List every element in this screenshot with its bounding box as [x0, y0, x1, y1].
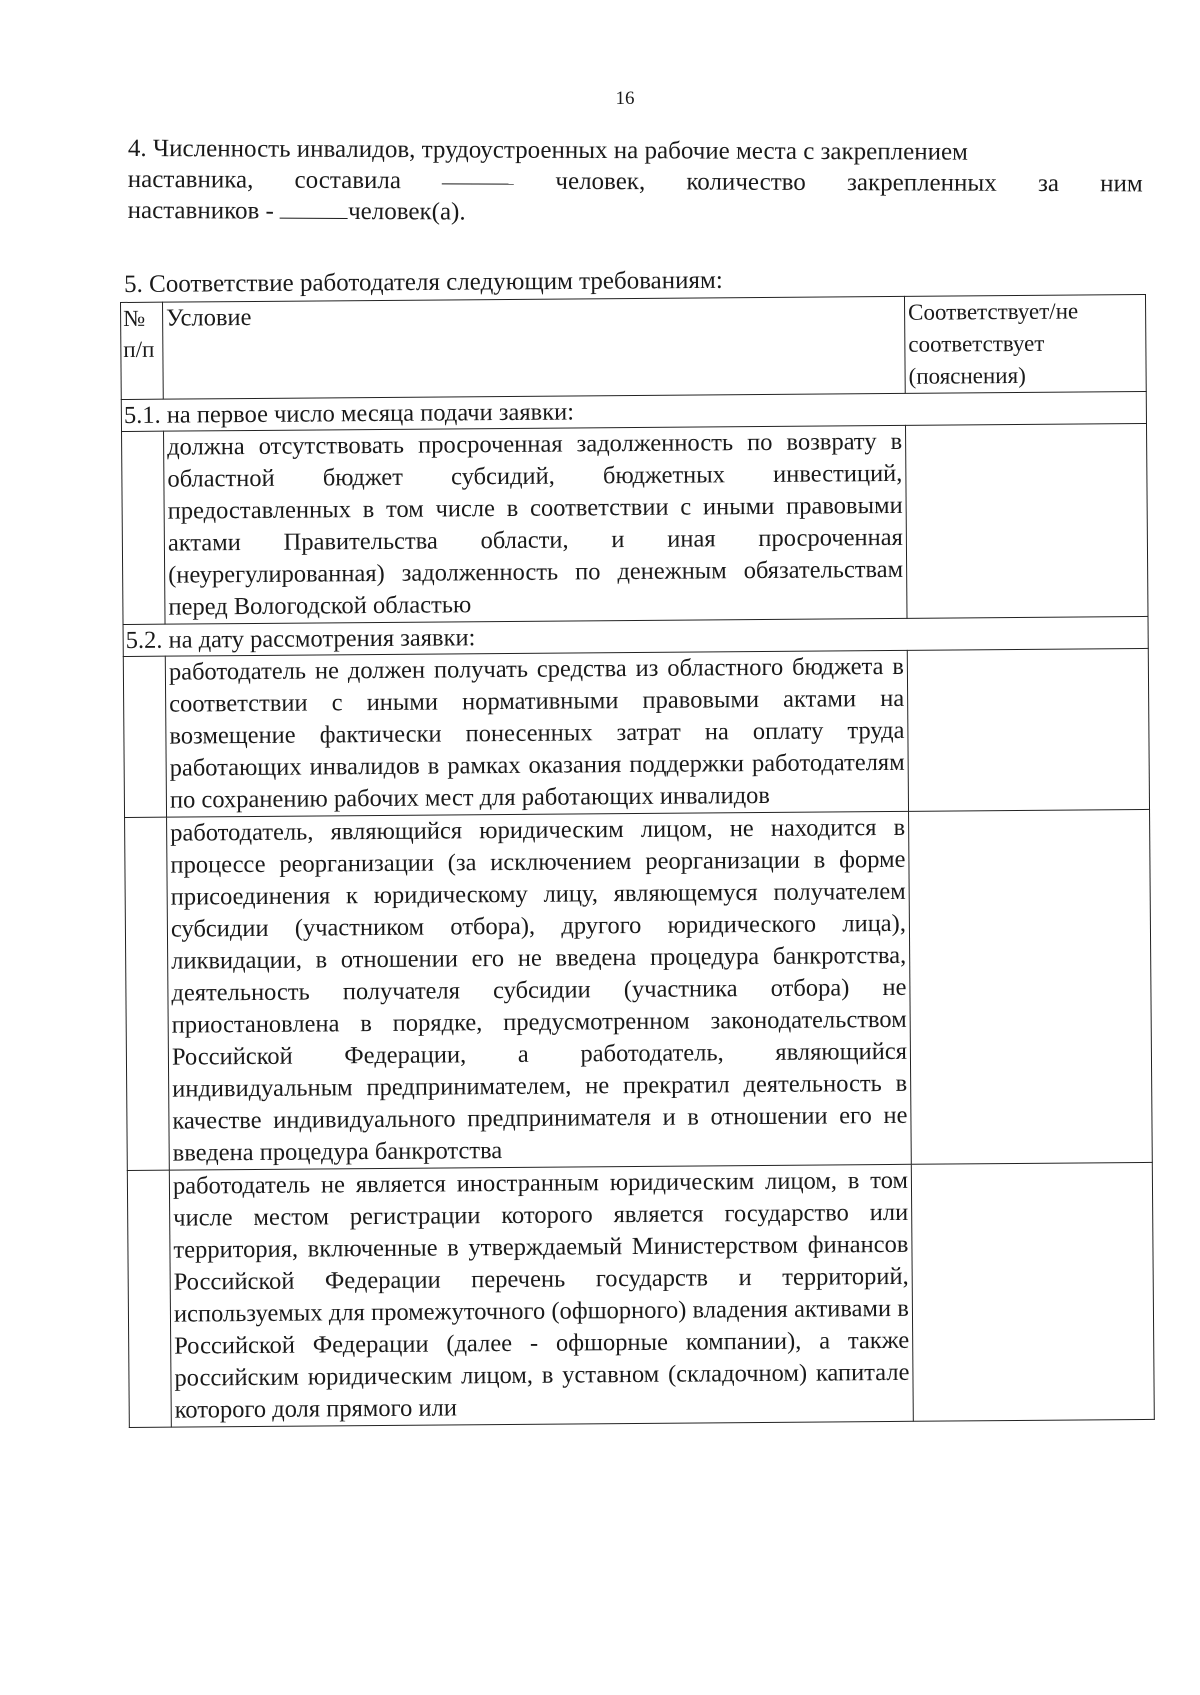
- header-number: № п/п: [121, 302, 164, 399]
- answer-cell[interactable]: [909, 809, 1153, 1164]
- condition-cell: работодатель не является иностранным юридическим лицом, в том числе местом регистрации которого является государство или территория, включенные в утверждаемый Министерством финансов Российской Федерации перечень государств и территорий, используемых для промежуточного (офшорного) владения активами в Российской Федерации (далее - офшорные компании), а также российским юридическим лицом, в уставном (складочном) капитале которого доля прямого или: [169, 1164, 913, 1427]
- row-number-cell: [123, 656, 166, 817]
- paragraph-4-line-2: [128, 164, 1143, 199]
- word: человек,: [555, 167, 646, 196]
- header-condition: Условие: [163, 296, 906, 399]
- word: закрепленных: [846, 169, 997, 197]
- word: количество: [686, 168, 806, 196]
- row-number-cell: [127, 1170, 171, 1427]
- table-row: [122, 423, 1148, 624]
- header-answer: Соответствует/не соответствует (пояснения): [904, 294, 1146, 393]
- table-row: [127, 1162, 1154, 1427]
- row-number-cell: [122, 431, 166, 624]
- mentors-count-blank[interactable]: [280, 200, 348, 219]
- section-label: 5.2. на дату рассмотрения заявки:: [123, 616, 1148, 656]
- word: за: [1037, 169, 1060, 198]
- answer-cell[interactable]: [907, 648, 1149, 811]
- word: ним: [1100, 170, 1143, 198]
- paragraph-4: [128, 133, 1143, 230]
- word: наставников -: [127, 196, 274, 225]
- table-row: [125, 809, 1153, 1170]
- condition-cell: работодатель не должен получать средства из областного бюджета в соответствии с иными нормативными правовыми актами на возмещение фактически понесенных затрат на оплату труда работающих инвалидов в рамках оказания поддержки работодателям по сохранению рабочих мест для работающих инвалидов: [165, 650, 908, 817]
- requirements-table-wrapper: [120, 294, 1154, 1428]
- requirements-table: [120, 294, 1155, 1428]
- word: наставника,: [127, 165, 254, 194]
- mentees-count-blank[interactable]: [442, 165, 514, 184]
- condition-cell: работодатель, являющийся юридическим лицом, не находится в процессе реорганизации (за исключением реорганизации в форме присоединения к юридическому лицу, являющемуся получателем субсидии (участником отбора), другого юридического лица), ликвидации, в отношении его не введена процедура банкротства, деятельность получателя субсидии (участника отбора) не приостановлена в порядке, предусмотренном законодательством Российской Федерации, а работодатель, являющийся индивидуальным предпринимателем, не прекратил деятельность в качестве индивидуального предпринимателя и в отношении его не введена процедура банкротства: [167, 811, 912, 1170]
- table-row: [123, 648, 1149, 817]
- condition-cell: должна отсутствовать просроченная задолженность по возврату в областной бюджет субсидий, бюджетных инвестиций, предоставленных в том числе в соответствии с иными правовыми актами Правительства области, и иная просроченная (неурегулированная) задолженность по денежным обязательствам перед Вологодской областью: [164, 425, 907, 624]
- section-5-title: 5. Соответствие работодателя следующим требованиям:: [124, 266, 723, 298]
- row-number-cell: [125, 817, 170, 1170]
- word: составила: [294, 166, 402, 195]
- answer-cell[interactable]: [905, 423, 1148, 618]
- paragraph-4-line-3: [128, 195, 1143, 230]
- word: человек(а).: [348, 197, 466, 226]
- page-number: 16: [615, 88, 635, 109]
- table-header-row: [121, 294, 1147, 399]
- section-label: 5.1. на первое число месяца подачи заявки:: [121, 391, 1146, 431]
- paragraph-4-line-1: 4. Численность инвалидов, трудоустроенных на рабочие места с закреплением: [127, 134, 968, 166]
- answer-cell[interactable]: [911, 1162, 1154, 1421]
